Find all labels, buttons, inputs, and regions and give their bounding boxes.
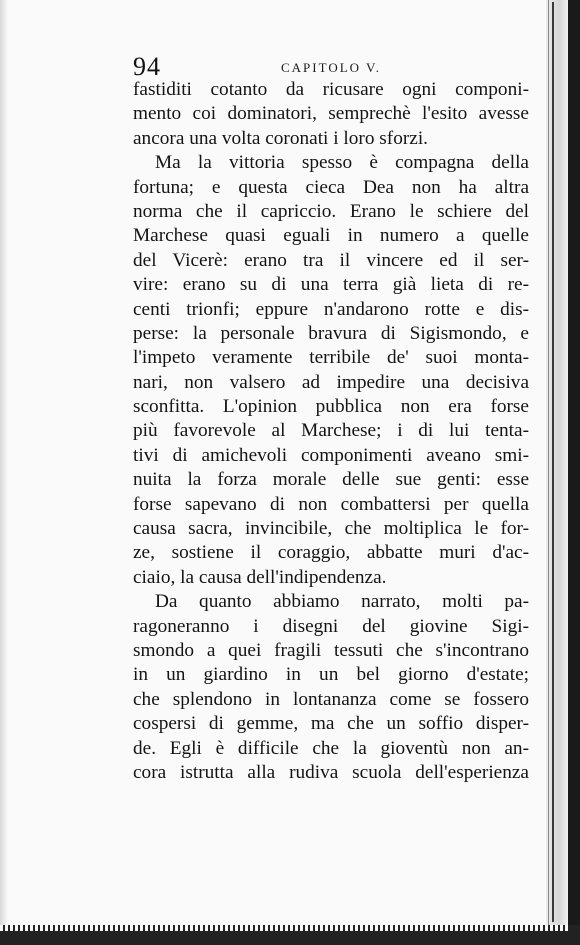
text-line: Marchese quasi eguali in numero a quelle — [133, 225, 529, 247]
text-line: vire: erano su di una terra già lieta di re- — [133, 274, 529, 296]
text-line: causa sacra, invincibile, che moltiplica le for- — [133, 518, 529, 540]
text-line: Da quanto abbiamo narrato, molti pa- — [155, 591, 529, 613]
page-gutter-shadow — [0, 0, 8, 925]
text-line: perse: la personale bravura di Sigismondo, e — [133, 322, 529, 344]
text-line: in un giardino in un bel giorno d'estate; — [133, 664, 529, 686]
text-line: nuita la forza morale delle sue genti: esse — [133, 469, 529, 491]
text-line: che splendono in lontananza come se fossero — [133, 688, 529, 710]
text-line: smondo a quei fragili tessuti che s'incontrano — [133, 639, 529, 661]
text-line: cospersi di gemme, ma che un soffio disper- — [133, 713, 529, 735]
text-line: più favorevole al Marchese; i di lui tenta- — [133, 420, 529, 442]
text-line: ragoneranno i disegni del giovine Sigi- — [133, 615, 529, 637]
text-line: de. Egli è difficile che la gioventù non an- — [133, 737, 529, 759]
text-line: fastiditi cotanto da ricusare ogni componi- — [133, 79, 529, 100]
text-line: ancora una volta coronati i loro sforzi. — [133, 127, 428, 149]
text-line: sconfitta. L'opinion pubblica non era forse — [133, 396, 529, 418]
running-head: CAPITOLO V. — [281, 60, 382, 75]
text-line: mento coi dominatori, semprechè l'esito avesse — [133, 103, 529, 125]
text-line: ciaio, la causa dell'indipendenza. — [133, 566, 387, 588]
text-line: del Vicerè: erano tra il vincere ed il ser- — [133, 249, 529, 271]
text-line: cora istrutta alla rudiva scuola dell'esperienza — [133, 761, 529, 783]
page-edge — [546, 0, 568, 925]
page-bottom-edge — [0, 925, 580, 945]
text-line: forse sapevano di non combattersi per quella — [133, 493, 529, 515]
page-edge-line — [548, 0, 549, 925]
text-line: fortuna; e questa cieca Dea non ha altra — [133, 176, 529, 198]
page-number: 94 — [133, 52, 161, 81]
body-text — [133, 78, 529, 785]
text-line: tivi di amichevoli componimenti aveano smi- — [133, 444, 529, 466]
text-line: Ma la vittoria spesso è compagna della — [155, 152, 529, 174]
text-line: nari, non valsero ad impedire una decisiva — [133, 371, 529, 393]
text-line: norma che il capriccio. Erano le schiere del — [133, 200, 529, 222]
text-line: ze, sostiene il coraggio, abbatte muri d'ac- — [133, 542, 529, 564]
text-line: l'impeto veramente terribile de' suoi monta- — [133, 347, 529, 369]
text-line: centi trionfi; eppure n'andarono rotte e dis- — [133, 298, 529, 320]
page-edge-border — [552, 2, 554, 922]
